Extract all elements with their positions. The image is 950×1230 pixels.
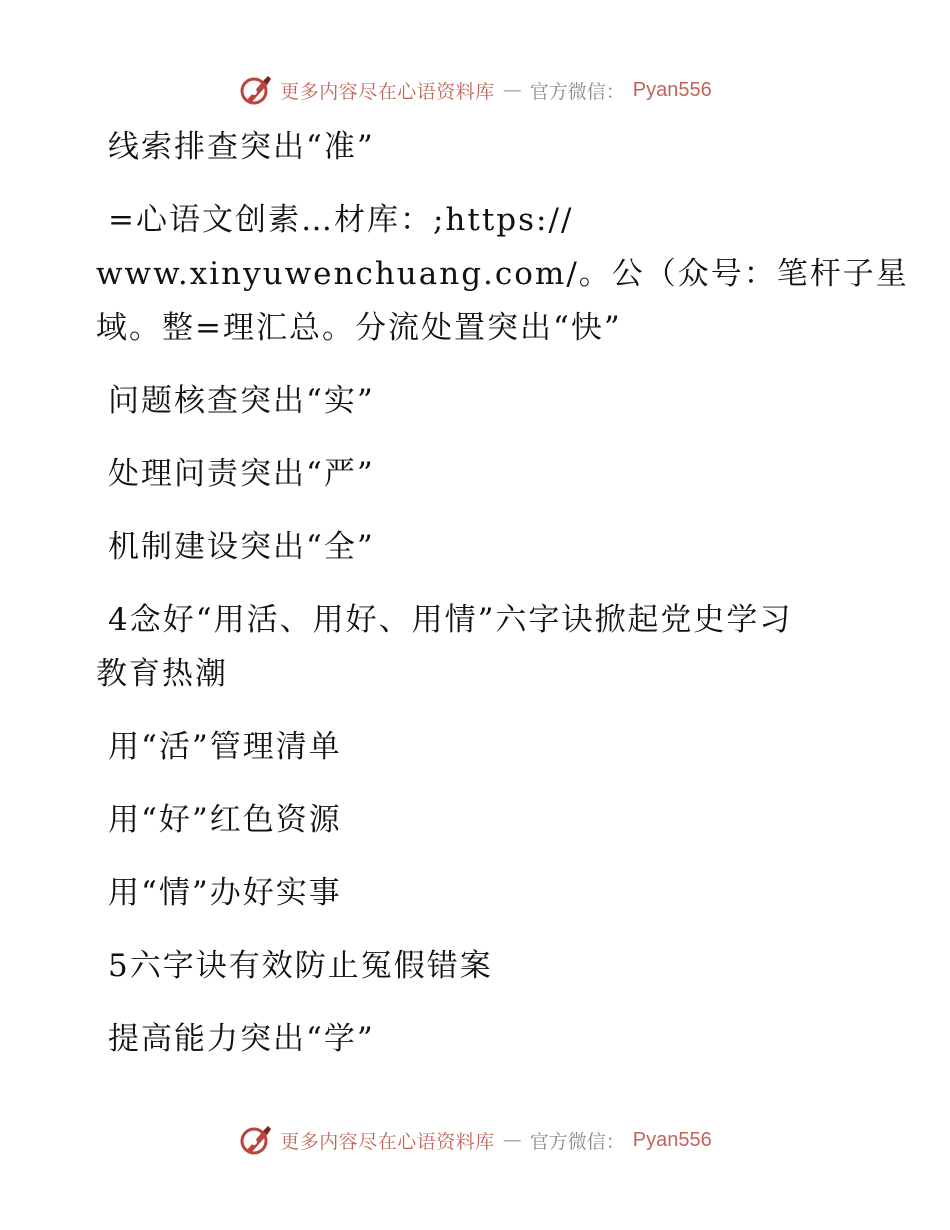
text-line: 5六字诀有效防止冤假错案 — [108, 948, 493, 984]
text-line: 4念好“用活、用好、用情”六字诀掀起党史学习 — [108, 602, 793, 638]
watermark-wechat-id: Pyan556 — [632, 78, 712, 101]
text-line: =心语文创素…材库：;https:// — [108, 202, 574, 238]
text-line: 用“活”管理清单 — [108, 729, 342, 765]
text-line: 教育热潮 — [96, 656, 228, 692]
text-line: 用“情”办好实事 — [108, 875, 342, 911]
pen-logo-icon — [238, 73, 272, 107]
watermark-separator: — — [502, 79, 522, 101]
header-watermark — [0, 70, 950, 110]
text-line: 线索排查突出“准” — [108, 129, 375, 165]
watermark-wechat-label: 官方微信： — [529, 80, 625, 103]
watermark-text: 更多内容尽在心语资料库 — [280, 1130, 495, 1153]
pen-logo-icon — [238, 1123, 272, 1157]
watermark-text: 更多内容尽在心语资料库 — [280, 80, 495, 103]
watermark-wechat-id: Pyan556 — [632, 1128, 712, 1151]
document-body — [96, 120, 909, 1066]
text-line: 域。整=理汇总。分流处置突出“快” — [96, 310, 622, 346]
text-line: 处理问责突出“严” — [108, 456, 375, 492]
text-line: 机制建设突出“全” — [108, 529, 375, 565]
text-line: www.xinyuwenchuang.com/。公（众号：笔杆子星 — [96, 256, 909, 292]
footer-watermark — [0, 1120, 950, 1160]
text-line: 提高能力突出“学” — [108, 1021, 375, 1057]
text-line: 问题核查突出“实” — [108, 383, 375, 419]
watermark-wechat-label: 官方微信： — [529, 1130, 625, 1153]
text-line: 用“好”红色资源 — [108, 802, 342, 838]
watermark-separator: — — [502, 1129, 522, 1151]
